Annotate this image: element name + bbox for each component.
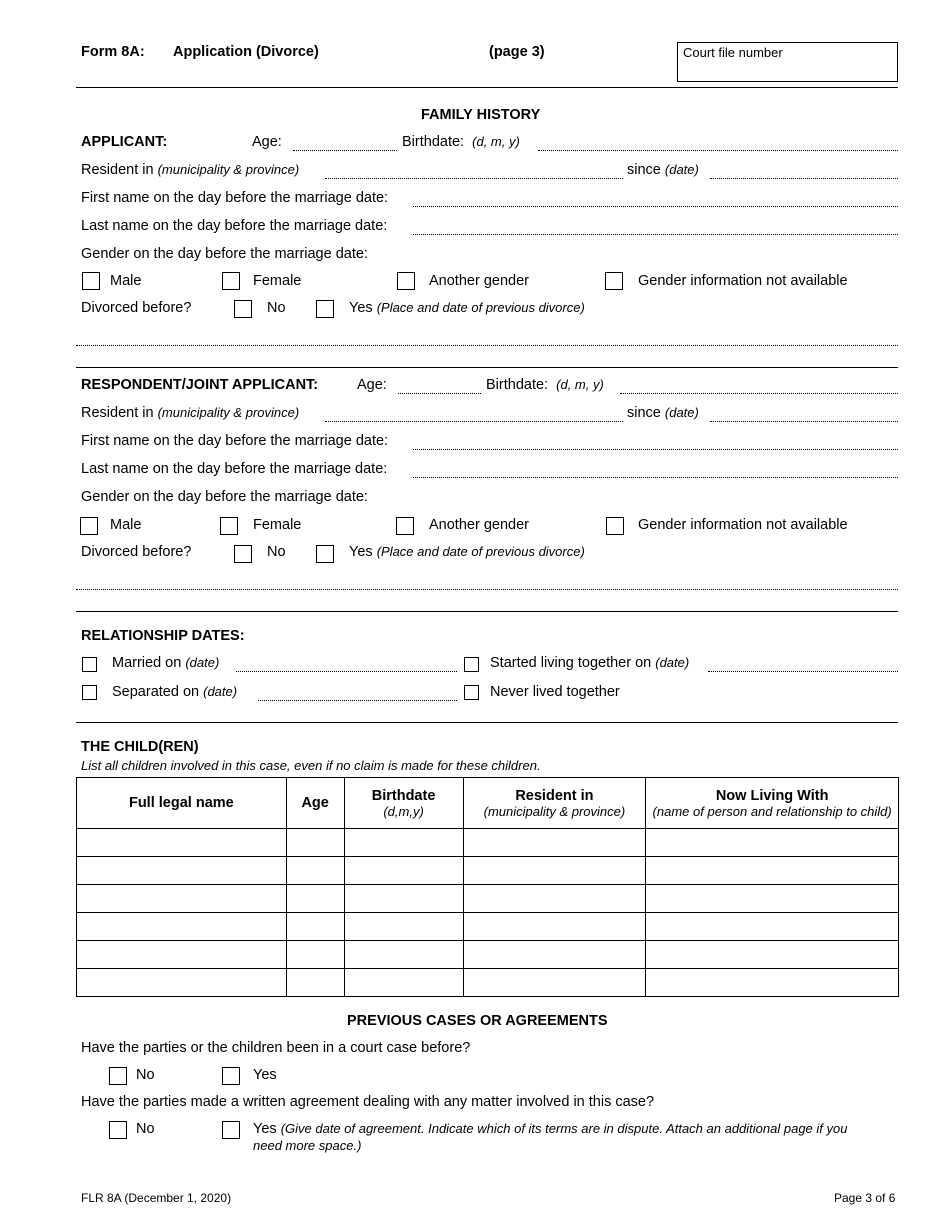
table-cell[interactable]: [463, 829, 646, 857]
applicant-divorced-yes-checkbox[interactable]: [316, 300, 334, 318]
respondent-another-gender-checkbox[interactable]: [396, 517, 414, 535]
started-living-label: Started living together on (date): [490, 655, 690, 671]
respondent-divorced-label: Divorced before?: [81, 544, 192, 560]
q1-no-label: No: [136, 1067, 155, 1083]
applicant-since-label: since (date): [627, 162, 699, 178]
never-lived-checkbox[interactable]: [464, 685, 479, 700]
applicant-birthdate-label: Birthdate: (d, m, y): [402, 134, 520, 150]
table-cell[interactable]: [77, 941, 287, 969]
respondent-gender-na-label: Gender information not available: [638, 517, 848, 533]
children-table: [76, 777, 899, 997]
married-date-field[interactable]: [236, 671, 457, 672]
respondent-female-label: Female: [253, 517, 302, 533]
applicant-another-gender-label: Another gender: [429, 273, 529, 289]
q1-yes-label: Yes: [253, 1067, 277, 1083]
respondent-last-name-field[interactable]: [413, 477, 898, 478]
table-cell[interactable]: [344, 829, 463, 857]
separated-label: Separated on (date): [112, 684, 238, 700]
table-cell[interactable]: [286, 913, 344, 941]
col-resident-in: Resident in (municipality & province): [463, 778, 646, 829]
separated-date-field[interactable]: [258, 700, 457, 701]
footer-form-code: FLR 8A (December 1, 2020): [81, 1191, 232, 1205]
q2-yes-checkbox[interactable]: [222, 1121, 240, 1139]
applicant-divorced-yes-label: Yes (Place and date of previous divorce): [349, 300, 585, 316]
applicant-divorced-no-checkbox[interactable]: [234, 300, 252, 318]
col-now-living-with: Now Living With (name of person and relationship to child): [646, 778, 899, 829]
table-cell[interactable]: [286, 857, 344, 885]
table-cell[interactable]: [646, 829, 899, 857]
applicant-divorce-details-field[interactable]: [76, 345, 898, 346]
respondent-another-gender-label: Another gender: [429, 517, 529, 533]
table-row: [77, 913, 899, 941]
table-cell[interactable]: [286, 829, 344, 857]
respondent-first-name-field[interactable]: [413, 449, 898, 450]
q2-yes-hint-continued: need more space.): [253, 1138, 362, 1153]
respondent-resident-field[interactable]: [325, 421, 623, 422]
table-cell[interactable]: [77, 829, 287, 857]
respondent-gender-na-checkbox[interactable]: [606, 517, 624, 535]
applicant-age-field[interactable]: [293, 150, 397, 151]
applicant-last-name-label: Last name on the day before the marriage date:: [81, 218, 388, 234]
table-cell[interactable]: [646, 885, 899, 913]
respondent-divorced-yes-label: Yes (Place and date of previous divorce): [349, 544, 585, 560]
applicant-gender-na-checkbox[interactable]: [605, 272, 623, 290]
previous-cases-title: PREVIOUS CASES OR AGREEMENTS: [347, 1013, 608, 1029]
page-label: (page 3): [489, 44, 545, 60]
respondent-gender-label: Gender on the day before the marriage date:: [81, 489, 368, 505]
section-rule: [76, 611, 898, 612]
table-cell[interactable]: [646, 969, 899, 997]
table-cell[interactable]: [344, 885, 463, 913]
relationship-heading: RELATIONSHIP DATES:: [81, 628, 245, 644]
started-living-checkbox[interactable]: [464, 657, 479, 672]
applicant-heading: APPLICANT:: [81, 134, 168, 150]
separated-checkbox[interactable]: [82, 685, 97, 700]
previous-q1: Have the parties or the children been in a court case before?: [81, 1040, 471, 1056]
col-full-legal-name: Full legal name: [77, 778, 287, 829]
table-cell[interactable]: [344, 913, 463, 941]
applicant-first-name-label: First name on the day before the marriage date:: [81, 190, 389, 206]
applicant-last-name-field[interactable]: [413, 234, 898, 235]
section-rule: [76, 367, 898, 368]
respondent-age-field[interactable]: [398, 393, 481, 394]
respondent-since-field[interactable]: [710, 421, 898, 422]
table-row: [77, 829, 899, 857]
respondent-heading: RESPONDENT/JOINT APPLICANT:: [81, 377, 319, 393]
table-cell[interactable]: [286, 941, 344, 969]
respondent-male-label: Male: [110, 517, 142, 533]
table-cell[interactable]: [463, 969, 646, 997]
respondent-female-checkbox[interactable]: [220, 517, 238, 535]
q1-yes-checkbox[interactable]: [222, 1067, 240, 1085]
table-cell[interactable]: [344, 941, 463, 969]
respondent-age-label: Age:: [357, 377, 387, 393]
table-cell[interactable]: [344, 969, 463, 997]
respondent-divorced-yes-checkbox[interactable]: [316, 545, 334, 563]
table-cell[interactable]: [646, 941, 899, 969]
respondent-since-label: since (date): [627, 405, 699, 421]
applicant-resident-field[interactable]: [325, 178, 623, 179]
table-cell[interactable]: [286, 969, 344, 997]
children-table-header: [77, 778, 899, 829]
q2-no-checkbox[interactable]: [109, 1121, 127, 1139]
children-heading: THE CHILD(REN): [81, 739, 199, 755]
table-cell[interactable]: [344, 857, 463, 885]
applicant-age-label: Age:: [252, 134, 282, 150]
respondent-last-name-label: Last name on the day before the marriage date:: [81, 461, 388, 477]
applicant-male-label: Male: [110, 273, 142, 289]
applicant-female-checkbox[interactable]: [222, 272, 240, 290]
table-cell[interactable]: [646, 913, 899, 941]
applicant-another-gender-checkbox[interactable]: [397, 272, 415, 290]
started-living-date-field[interactable]: [708, 671, 898, 672]
applicant-birthdate-field[interactable]: [538, 150, 898, 151]
table-cell[interactable]: [463, 913, 646, 941]
header-rule: [76, 87, 898, 88]
form-label: Form 8A:: [81, 44, 145, 60]
family-history-title: FAMILY HISTORY: [421, 107, 541, 123]
applicant-female-label: Female: [253, 273, 302, 289]
applicant-divorced-no-label: No: [267, 300, 286, 316]
table-cell[interactable]: [77, 913, 287, 941]
respondent-first-name-label: First name on the day before the marriage date:: [81, 433, 389, 449]
footer-page-number: Page 3 of 6: [834, 1191, 896, 1205]
form-title: Application (Divorce): [173, 44, 319, 60]
q2-no-label: No: [136, 1121, 155, 1137]
never-lived-label: Never lived together: [490, 684, 620, 700]
table-row: [77, 885, 899, 913]
respondent-divorced-no-label: No: [267, 544, 286, 560]
col-age: Age: [286, 778, 344, 829]
table-cell[interactable]: [77, 857, 287, 885]
married-label: Married on (date): [112, 655, 220, 671]
previous-q2: Have the parties made a written agreement dealing with any matter involved in this case?: [81, 1094, 655, 1110]
table-row: [77, 969, 899, 997]
respondent-male-checkbox[interactable]: [80, 517, 98, 535]
q1-no-checkbox[interactable]: [109, 1067, 127, 1085]
respondent-divorced-no-checkbox[interactable]: [234, 545, 252, 563]
table-cell[interactable]: [77, 969, 287, 997]
table-row: [77, 857, 899, 885]
applicant-first-name-field[interactable]: [413, 206, 898, 207]
table-cell[interactable]: [463, 885, 646, 913]
applicant-resident-label: Resident in (municipality & province): [81, 162, 300, 178]
children-instruction: List all children involved in this case, even if no claim is made for these children.: [81, 758, 541, 773]
table-cell[interactable]: [286, 885, 344, 913]
applicant-gender-label: Gender on the day before the marriage date:: [81, 246, 368, 262]
court-file-number-label: Court file number: [683, 45, 783, 60]
applicant-since-field[interactable]: [710, 178, 898, 179]
respondent-resident-label: Resident in (municipality & province): [81, 405, 300, 421]
table-cell[interactable]: [646, 857, 899, 885]
table-cell[interactable]: [463, 941, 646, 969]
court-file-number-box[interactable]: [677, 42, 898, 82]
respondent-birthdate-field[interactable]: [620, 393, 898, 394]
table-row: [77, 941, 899, 969]
respondent-birthdate-label: Birthdate: (d, m, y): [486, 377, 604, 393]
table-cell[interactable]: [77, 885, 287, 913]
married-checkbox[interactable]: [82, 657, 97, 672]
col-birthdate: Birthdate (d,m,y): [344, 778, 463, 829]
applicant-gender-na-label: Gender information not available: [638, 273, 848, 289]
applicant-male-checkbox[interactable]: [82, 272, 100, 290]
q2-yes-label: Yes (Give date of agreement. Indicate which of its terms are in dispute. Attach an additional page if you: [253, 1121, 848, 1137]
section-rule: [76, 722, 898, 723]
applicant-divorced-label: Divorced before?: [81, 300, 192, 316]
table-cell[interactable]: [463, 857, 646, 885]
respondent-divorce-details-field[interactable]: [76, 589, 898, 590]
